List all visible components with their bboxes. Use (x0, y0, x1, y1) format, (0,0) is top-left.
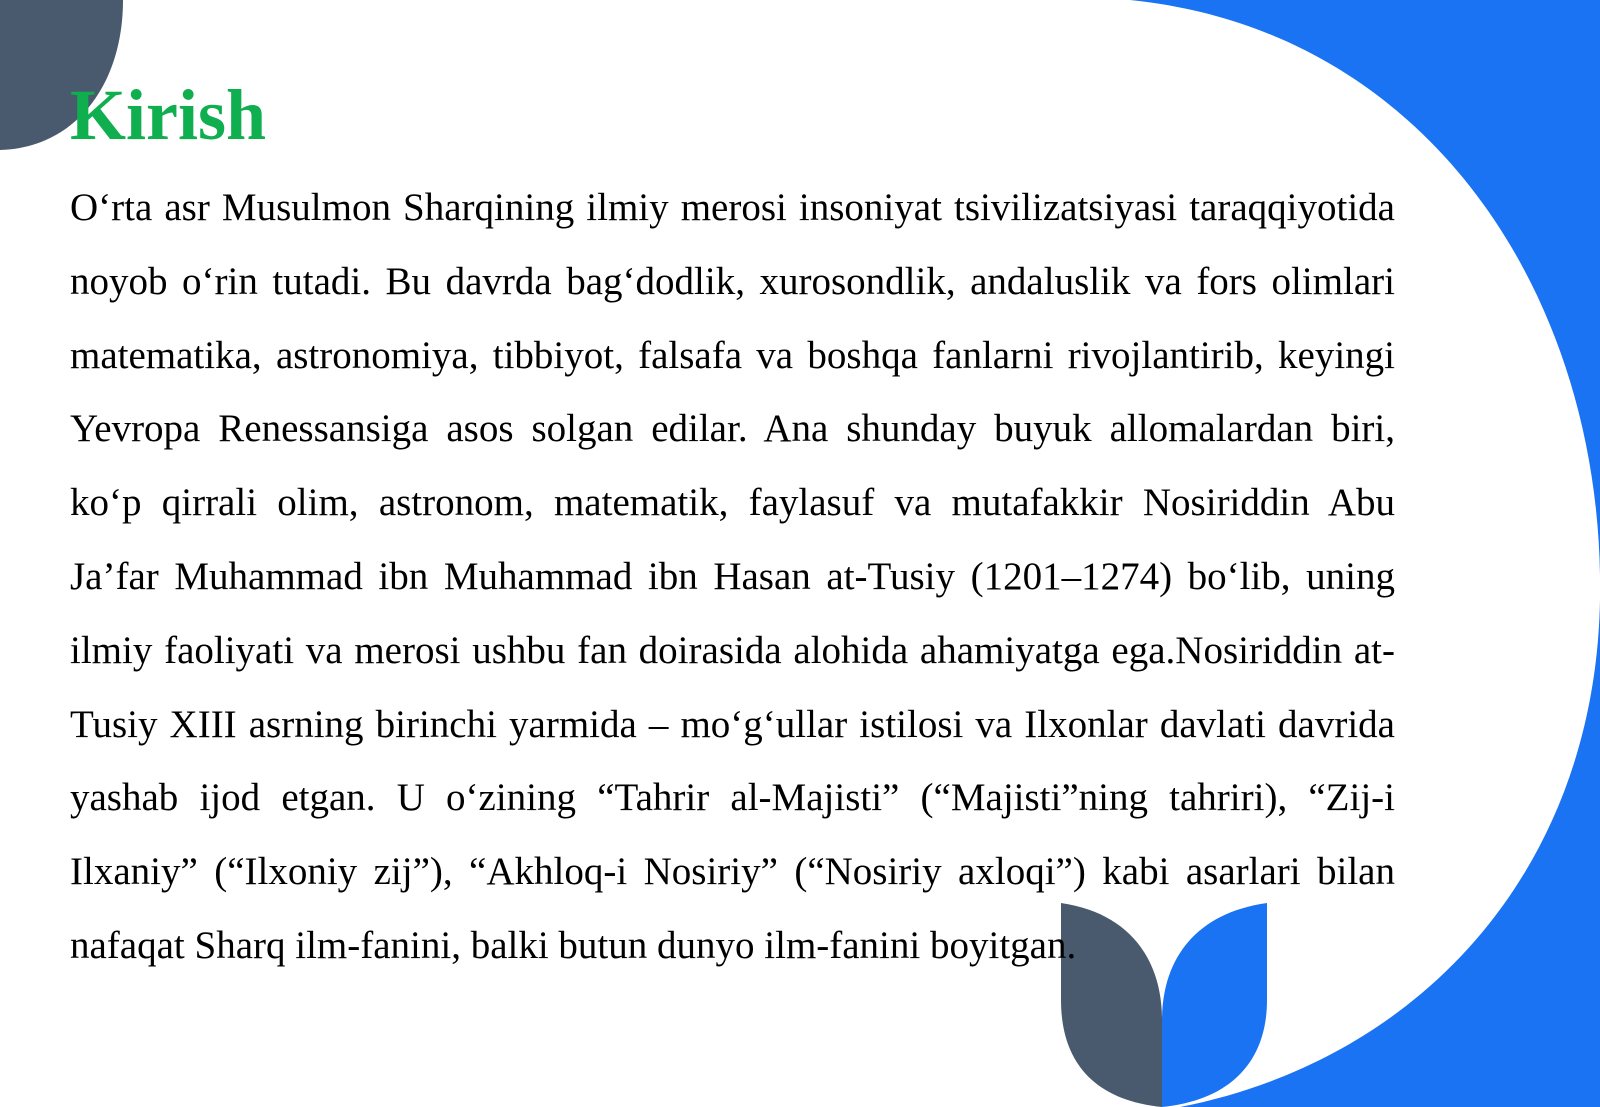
slide-body-text: O‘rta asr Musulmon Sharqining ilmiy merosi insoniyat tsivilizatsiyasi taraqqiyotida noyob o‘rin tutadi. Bu davrda bag‘dodlik, xurosondlik, andaluslik va fors olimlari matematika, astronomiya, tibbiyot, falsafa va boshqa fanlarni rivojlantirib, keyingi Yevropa Renessansiga asos solgan edilar. Ana shunday buyuk allomalardan biri, ko‘p qirrali olim, astronom, matematik, faylasuf va mutafakkir Nosiriddin Abu Ja’far Muhammad ibn Muhammad ibn Hasan at-Tusiy (1201–1274) bo‘lib, uning ilmiy faoliyati va merosi ushbu fan doirasida alohida ahamiyatga ega.Nosiriddin at-Tusiy XIII asrning birinchi yarmida – mo‘g‘ullar istilosi va Ilxonlar davlati davrida yashab ijod etgan. U o‘zining “Tahrir al-Majisti” (“Majisti”ning tahriri), “Zij-i Ilxaniy” (“Ilxoniy zij”), “Akhloq-i Nosiriy” (“Nosiriy axloqi”) kabi asarlari bilan nafaqat Sharq ilm-fanini, balki butun dunyo ilm-fanini boyitgan. (70, 186, 1395, 967)
slide-title: Kirish (70, 75, 267, 155)
